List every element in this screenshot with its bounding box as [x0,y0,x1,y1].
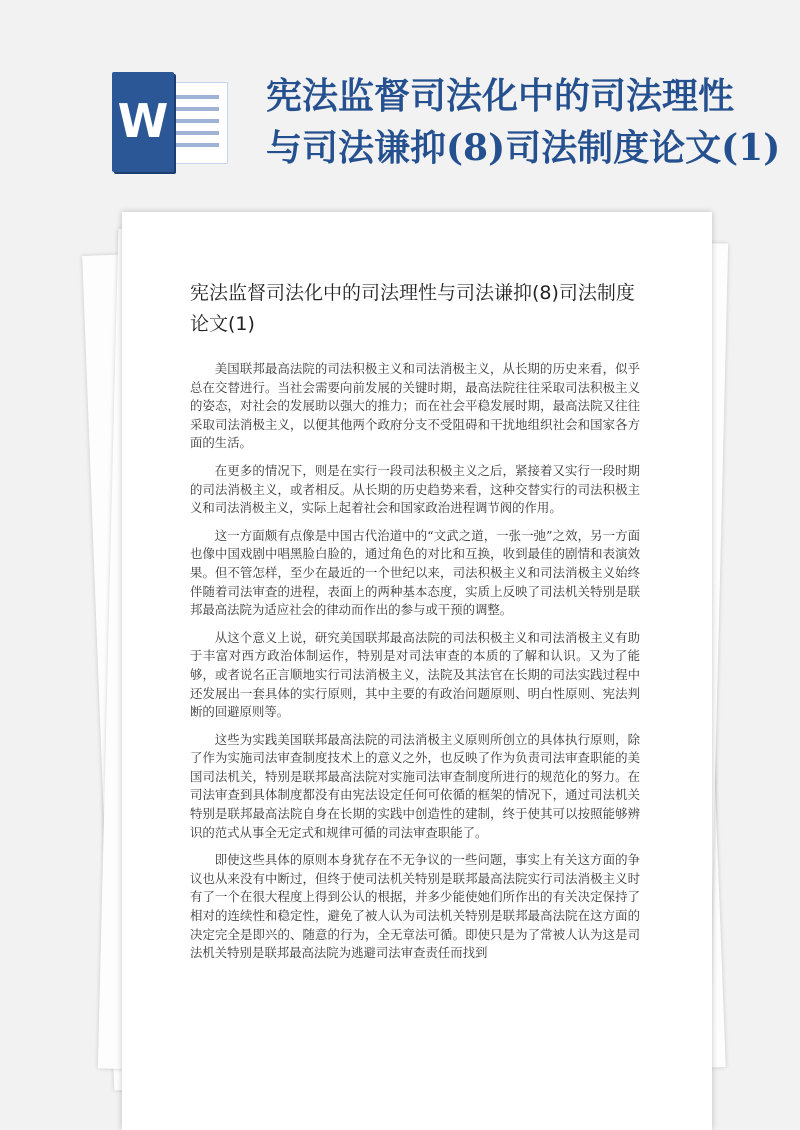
paragraph: 这一方面颇有点像是中国古代治道中的“文武之道，一张一弛”之效，另一方面也像中国戏剧中唱黑脸白脸的，通过角色的对比和互换，收到最佳的剧情和表演效果。但不管怎样，至少在最近的一个世纪以来，司法积极主义和司法消极主义始终伴随着司法审查的进程，表面上的两种基本态度，实质上反映了司法机关特别是联邦最高法院为适应社会的律动而作出的参与或干预的调整。 [190,527,640,618]
word-document-icon [112,72,232,172]
document-page [122,212,712,1130]
preview-header [0,0,800,215]
paragraph: 即使这些具体的原则本身犹存在不无争议的一些问题，事实上有关这方面的争议也从来没有中断过，但终于使司法机关特别是联邦最高法院实行司法消极主义时有了一个在很大程度上得到公认的根据，并多少能使她们所作出的有关决定保持了相对的连续性和稳定性，避免了被人认为司法机关特别是联邦最高法院在这方面的决定完全是即兴的、随意的行为，全无章法可循。即使只是为了常被人认为这是司法机关特别是联邦最高法院为逃避司法审查责任而找到 [190,852,640,961]
preview-title-line-1: 宪法监督司法化中的司法理性 [266,75,735,117]
paragraph: 从这个意义上说，研究美国联邦最高法院的司法积极主义和司法消极主义有助于丰富对西方政治体制运作，特别是对司法审查的本质的了解和认识。又为了能够，或者说名正言顺地实行司法消极主义，法院及其法官在长期的司法实践过程中还发展出一套具体的实行原则，其中主要的有政治问题原则、明白性原则、宪法判断的回避原则等。 [190,629,640,720]
preview-title [266,70,786,174]
preview-title-line-2: 与司法谦抑(8)司法制度论文(1) [266,127,781,169]
paragraph: 美国联邦最高法院的司法积极主义和司法消极主义，从长期的历史来看，似乎总在交替进行。当社会需要向前发展的关键时期，最高法院往往采取司法积极主义的姿态，对社会的发展助以强大的推力；而在社会平稳发展时期，最高法院又往往采取司法消极主义，以便其他两个政府分支不受阻碍和干扰地组织社会和国家各方面的生活。 [190,361,640,451]
word-logo-letter: W [117,94,169,148]
paragraph: 在更多的情况下，则是在实行一段司法积极主义之后，紧接着又实行一段时期的司法消极主义，或者相反。从长期的历史趋势来看，这种交替实行的司法积极主义和司法消极主义，实际上起着社会和国家政治进程调节阀的作用。 [190,462,640,516]
word-logo-tile [112,72,174,172]
document-title: 宪法监督司法化中的司法理性与司法谦抑(8)司法制度论文(1) [190,282,635,335]
paragraph: 这些为实践美国联邦最高法院的司法消极主义原则所创立的具体执行原则，除了作为实施司法审查制度技术上的意义之外，也反映了作为负责司法审查职能的美国司法机关，特别是联邦最高法院对实施司法审查制度所进行的规范化的努力。在司法审查到具体制度都没有由宪法设定任何可依循的框架的情况下，通过司法机关特别是联邦最高法院自身在长期的实践中创造性的建制，终于使其可以按照能够辨识的范式从事全无定式和规律可循的司法审查职能了。 [190,731,640,840]
document-body [190,360,640,972]
